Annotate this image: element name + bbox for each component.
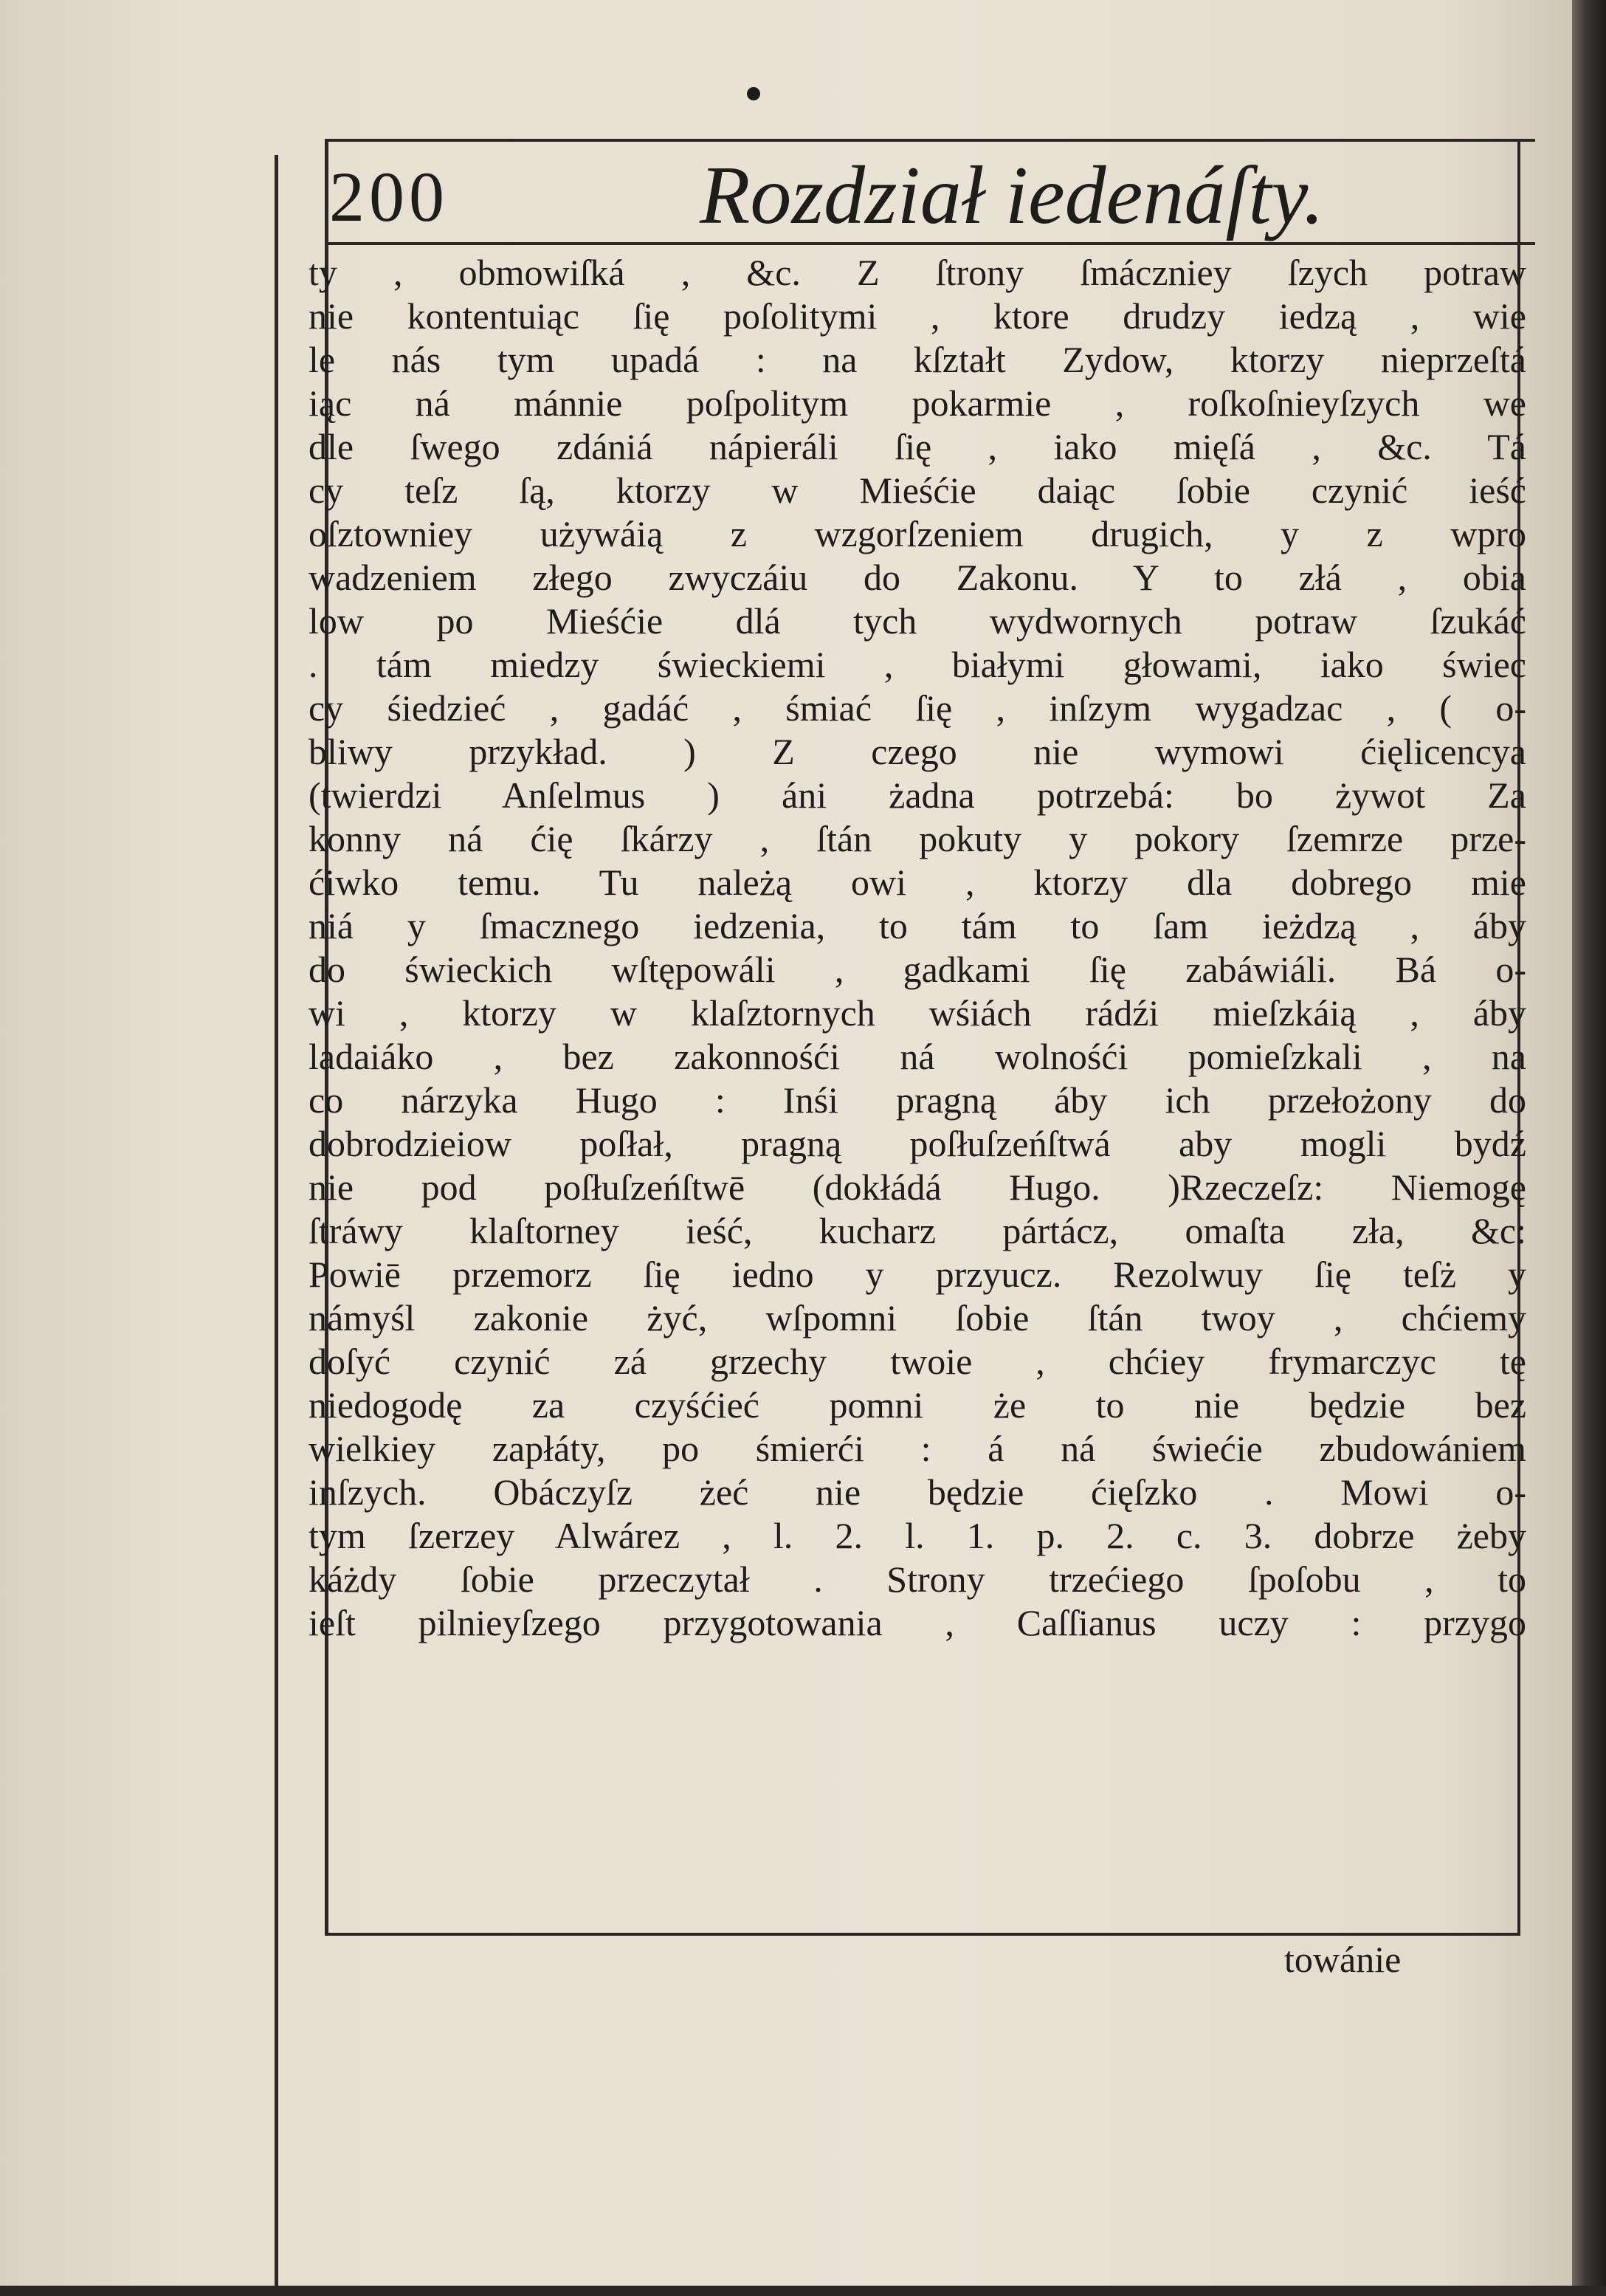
text-line: ćiwko temu. Tu należą owi , ktorzy dla dobrego mie bbox=[309, 862, 1526, 903]
text-line: doſyć czynić zá grzechy twoie , chćiey frymarczyc tę bbox=[309, 1341, 1526, 1382]
text-line: low po Mieśćie dlá tych wydwornych potraw ſzukáć bbox=[309, 600, 1526, 642]
text-line: námyśl zakonie żyć, wſpomni ſobie ſtán twoy , chćiemy bbox=[309, 1297, 1526, 1338]
text-line: wielkiey zapłáty, po śmierći : á ná świećie zbudowániem bbox=[309, 1428, 1526, 1469]
text-line: do świeckich wſtępowáli , gadkami ſię zabáwiáli. Bá o- bbox=[309, 949, 1526, 990]
text-line: dobrodzieiow poſłał, pragną poſłuſzeńſtwá aby mogli bydź bbox=[309, 1123, 1526, 1164]
ink-dot bbox=[747, 87, 760, 100]
text-line: cy teſz ſą, ktorzy w Mieśćie daiąc ſobie czynić ieść bbox=[309, 470, 1526, 511]
text-line: oſztowniey używáią z wzgorſzeniem drugich, y z wpro bbox=[309, 513, 1526, 554]
text-line: ieſt pilnieyſzego przygotowania , Caſſianus uczy : przygo bbox=[309, 1602, 1526, 1643]
running-title: Rozdział iedenáſty. bbox=[700, 150, 1325, 241]
book-spine bbox=[1572, 0, 1606, 2286]
text-line: le nás tym upadá : na kſztałt Zydow, ktorzy nieprzeſtá bbox=[309, 339, 1526, 380]
text-line: nie kontentuiąc ſię poſolitymi , ktore drudzy iedzą , wie bbox=[309, 295, 1526, 337]
text-line: cy śiedzieć , gadáć , śmiać ſię , inſzym wygadzac , ( o- bbox=[309, 687, 1526, 729]
text-line: niedogodę za czyśćieć pomni że to nie będzie bez bbox=[309, 1384, 1526, 1426]
text-line: . tám miedzy świeckiemi , białymi głowami, iako świec bbox=[309, 644, 1526, 685]
text-line: konny ná ćię ſkárzy , ſtán pokuty y pokory ſzemrze prze- bbox=[309, 818, 1526, 859]
text-line: ty , obmowiſká , &c. Z ſtrony ſmáczniey ſzych potraw bbox=[309, 252, 1526, 293]
text-line: bliwy przykład. ) Z czego nie wymowi ćięlicencya bbox=[309, 731, 1526, 772]
text-line: ladaiáko , bez zakonnośći ná wolnośći pomieſzkali , na bbox=[309, 1036, 1526, 1077]
text-line: niá y ſmacznego iedzenia, to tám to ſam ieżdzą , áby bbox=[309, 905, 1526, 946]
page-number: 200 bbox=[329, 157, 449, 236]
text-line: káżdy ſobie przeczytał . Strony trzećiego ſpoſobu , to bbox=[309, 1558, 1526, 1600]
footer-rule bbox=[325, 1933, 1520, 1936]
text-line: ſtráwy klaſtorney ieść, kucharz pártácz, omaſta zła, &c: bbox=[309, 1210, 1526, 1251]
text-line: tym ſzerzey Alwárez , l. 2. l. 1. p. 2. c. 3. dobrze żeby bbox=[309, 1515, 1526, 1556]
text-line: iąc ná mánnie poſpolitym pokarmie , roſkoſnieyſzych we bbox=[309, 382, 1526, 424]
left-margin-rule bbox=[275, 155, 278, 2296]
text-line: inſzych. Obáczyſz żeć nie będzie ćięſzko . Mowi o- bbox=[309, 1471, 1526, 1513]
text-line: wadzeniem złego zwyczáiu do Zakonu. Y to złá , obia bbox=[309, 557, 1526, 598]
text-line: (twierdzi Anſelmus ) áni żadna potrzebá: bo żywot Za bbox=[309, 774, 1526, 816]
body-text bbox=[309, 251, 1526, 1931]
text-line: nie pod poſłuſzeńſtwē (dokłádá Hugo. )Rzeczeſz: Niemogę bbox=[309, 1166, 1526, 1208]
text-line: wi , ktorzy w klaſztornych wśiách rádźi mieſzkáią , áby bbox=[309, 992, 1526, 1034]
catchword: towánie bbox=[1284, 1939, 1402, 1980]
text-line: dle ſwego zdániá nápieráli ſię , iako mięſá , &c. Tá bbox=[309, 426, 1526, 467]
text-line: co nárzyka Hugo : Inśi pragną áby ich przełożony do bbox=[309, 1079, 1526, 1121]
text-line: Powiē przemorz ſię iedno y przyucz. Rezolwuy ſię teſż y bbox=[309, 1254, 1526, 1295]
